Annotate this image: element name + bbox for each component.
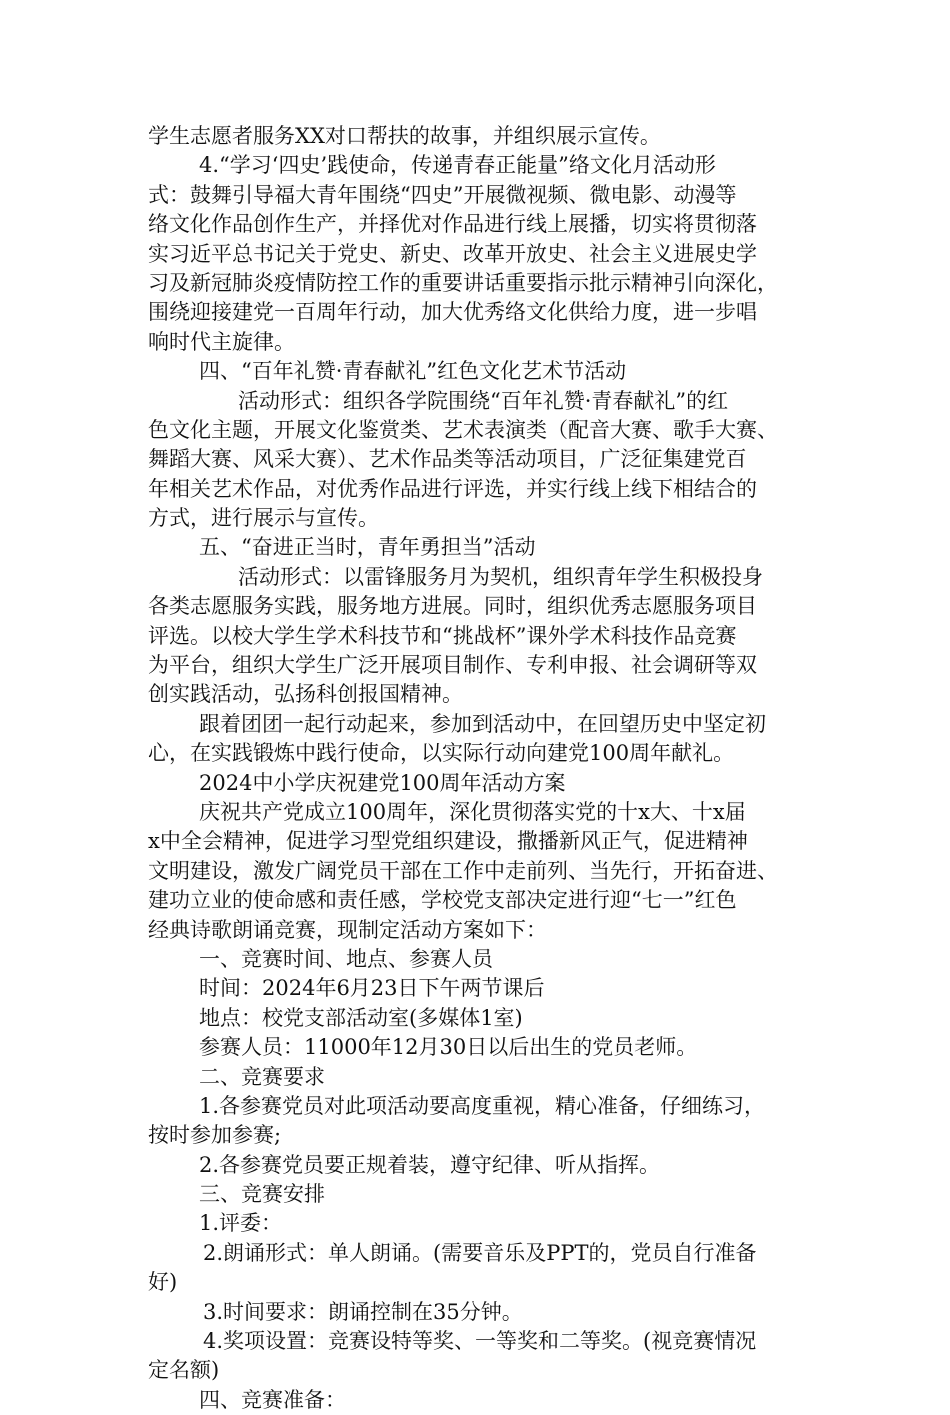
text-line: x中全会精神，促进学习型党组织建设，撒播新风正气，促进精神	[148, 829, 748, 854]
text-line: 学生志愿者服务XX对口帮扶的故事，并组织展示宣传。	[148, 124, 661, 148]
text-line: 活动形式：组织各学院围绕“百年礼赞·青春献礼”的红	[238, 388, 729, 413]
text-line: 按时参加参赛;	[148, 1123, 282, 1148]
section-heading: 一、竞赛时间、地点、参赛人员	[199, 946, 493, 971]
text-line: 活动形式：以雷锋服务月为契机，组织青年学生积极投身	[238, 564, 763, 589]
text-line: 建功立业的使命感和责任感，学校党支部决定进行迎“七一”红色	[148, 888, 737, 913]
section-heading: 四、“百年礼赞·青春献礼”红色文化艺术节活动	[199, 359, 627, 384]
text-line: 各类志愿服务实践，服务地方进展。同时，组织优秀志愿服务项目	[148, 594, 757, 619]
text-line: 式：鼓舞引导福大青年围绕“四史”开展微视频、微电影、动漫等	[148, 182, 737, 207]
section-heading: 二、竞赛要求	[199, 1064, 325, 1089]
text-line: 定名额)	[148, 1358, 220, 1383]
text-line: 好)	[148, 1270, 178, 1295]
text-line: 年相关艺术作品，对优秀作品进行评选，并实行线上线下相结合的	[148, 476, 757, 501]
text-line: 实习近平总书记关于党史、新史、改革开放史、社会主义进展史学	[148, 241, 757, 266]
text-line: 围绕迎接建党一百周年行动，加大优秀络文化供给力度，进一步唱	[148, 300, 757, 325]
text-line: 地点：校党支部活动室(多媒体1室)	[199, 1005, 523, 1030]
text-line: 跟着团团一起行动起来，参加到活动中，在回望历史中坚定初	[199, 711, 766, 736]
text-line: 响时代主旋律。	[148, 329, 295, 354]
text-line: 创实践活动，弘扬科创报国精神。	[148, 682, 463, 707]
text-line: 心，在实践锻炼中践行使命，以实际行动向建党100周年献礼。	[148, 741, 735, 766]
text-line: 方式，进行展示与宣传。	[148, 506, 379, 531]
text-line: 4.“学习‘四史’践使命，传递青春正能量”络文化月活动形	[199, 153, 716, 178]
text-line: 经典诗歌朗诵竞赛，现制定活动方案如下：	[148, 917, 547, 942]
text-line: 参赛人员：11000年12月30日以后出生的党员老师。	[199, 1035, 698, 1060]
text-line: 2.各参赛党员要正规着装，遵守纪律、听从指挥。	[199, 1152, 661, 1177]
text-line: 2.朗诵形式：单人朗诵。(需要音乐及PPT的，党员自行准备	[203, 1240, 757, 1265]
text-line: 时间：2024年6月23日下午两节课后	[199, 976, 545, 1001]
text-line: 为平台，组织大学生广泛开展项目制作、专利申报、社会调研等双	[148, 653, 757, 678]
text-line: 3.时间要求：朗诵控制在35分钟。	[203, 1299, 523, 1324]
text-line: 色文化主题，开展文化鉴赏类、艺术表演类（配音大赛、歌手大赛、	[148, 417, 778, 442]
text-line: 文明建设，激发广阔党员干部在工作中走前列、当先行，开拓奋进、	[148, 858, 778, 883]
text-line: 1.各参赛党员对此项活动要高度重视，精心准备，仔细练习，	[199, 1093, 766, 1118]
document-body	[148, 122, 828, 1415]
text-line: 络文化作品创作生产，并择优对作品进行线上展播，切实将贯彻落	[148, 212, 757, 237]
plan-title: 2024中小学庆祝建党100周年活动方案	[199, 770, 566, 795]
section-heading: 五、“奋进正当时，青年勇担当”活动	[199, 535, 536, 560]
text-line: 1.评委：	[199, 1211, 283, 1236]
text-line: 舞蹈大赛、风采大赛）、艺术作品类等活动项目，广泛征集建党百	[148, 447, 747, 472]
text-line: 4.奖项设置：竞赛设特等奖、一等奖和二等奖。(视竞赛情况	[203, 1329, 757, 1354]
text-line: 评选。以校大学生学术科技节和“挑战杯”课外学术科技作品竞赛	[148, 623, 737, 648]
text-line: 庆祝共产党成立100周年，深化贯彻落实党的十x大、十x届	[199, 799, 746, 824]
section-heading: 三、竞赛安排	[199, 1182, 325, 1207]
section-heading: 四、竞赛准备：	[199, 1387, 346, 1412]
text-line: 习及新冠肺炎疫情防控工作的重要讲话重要指示批示精神引向深化，	[148, 270, 778, 295]
